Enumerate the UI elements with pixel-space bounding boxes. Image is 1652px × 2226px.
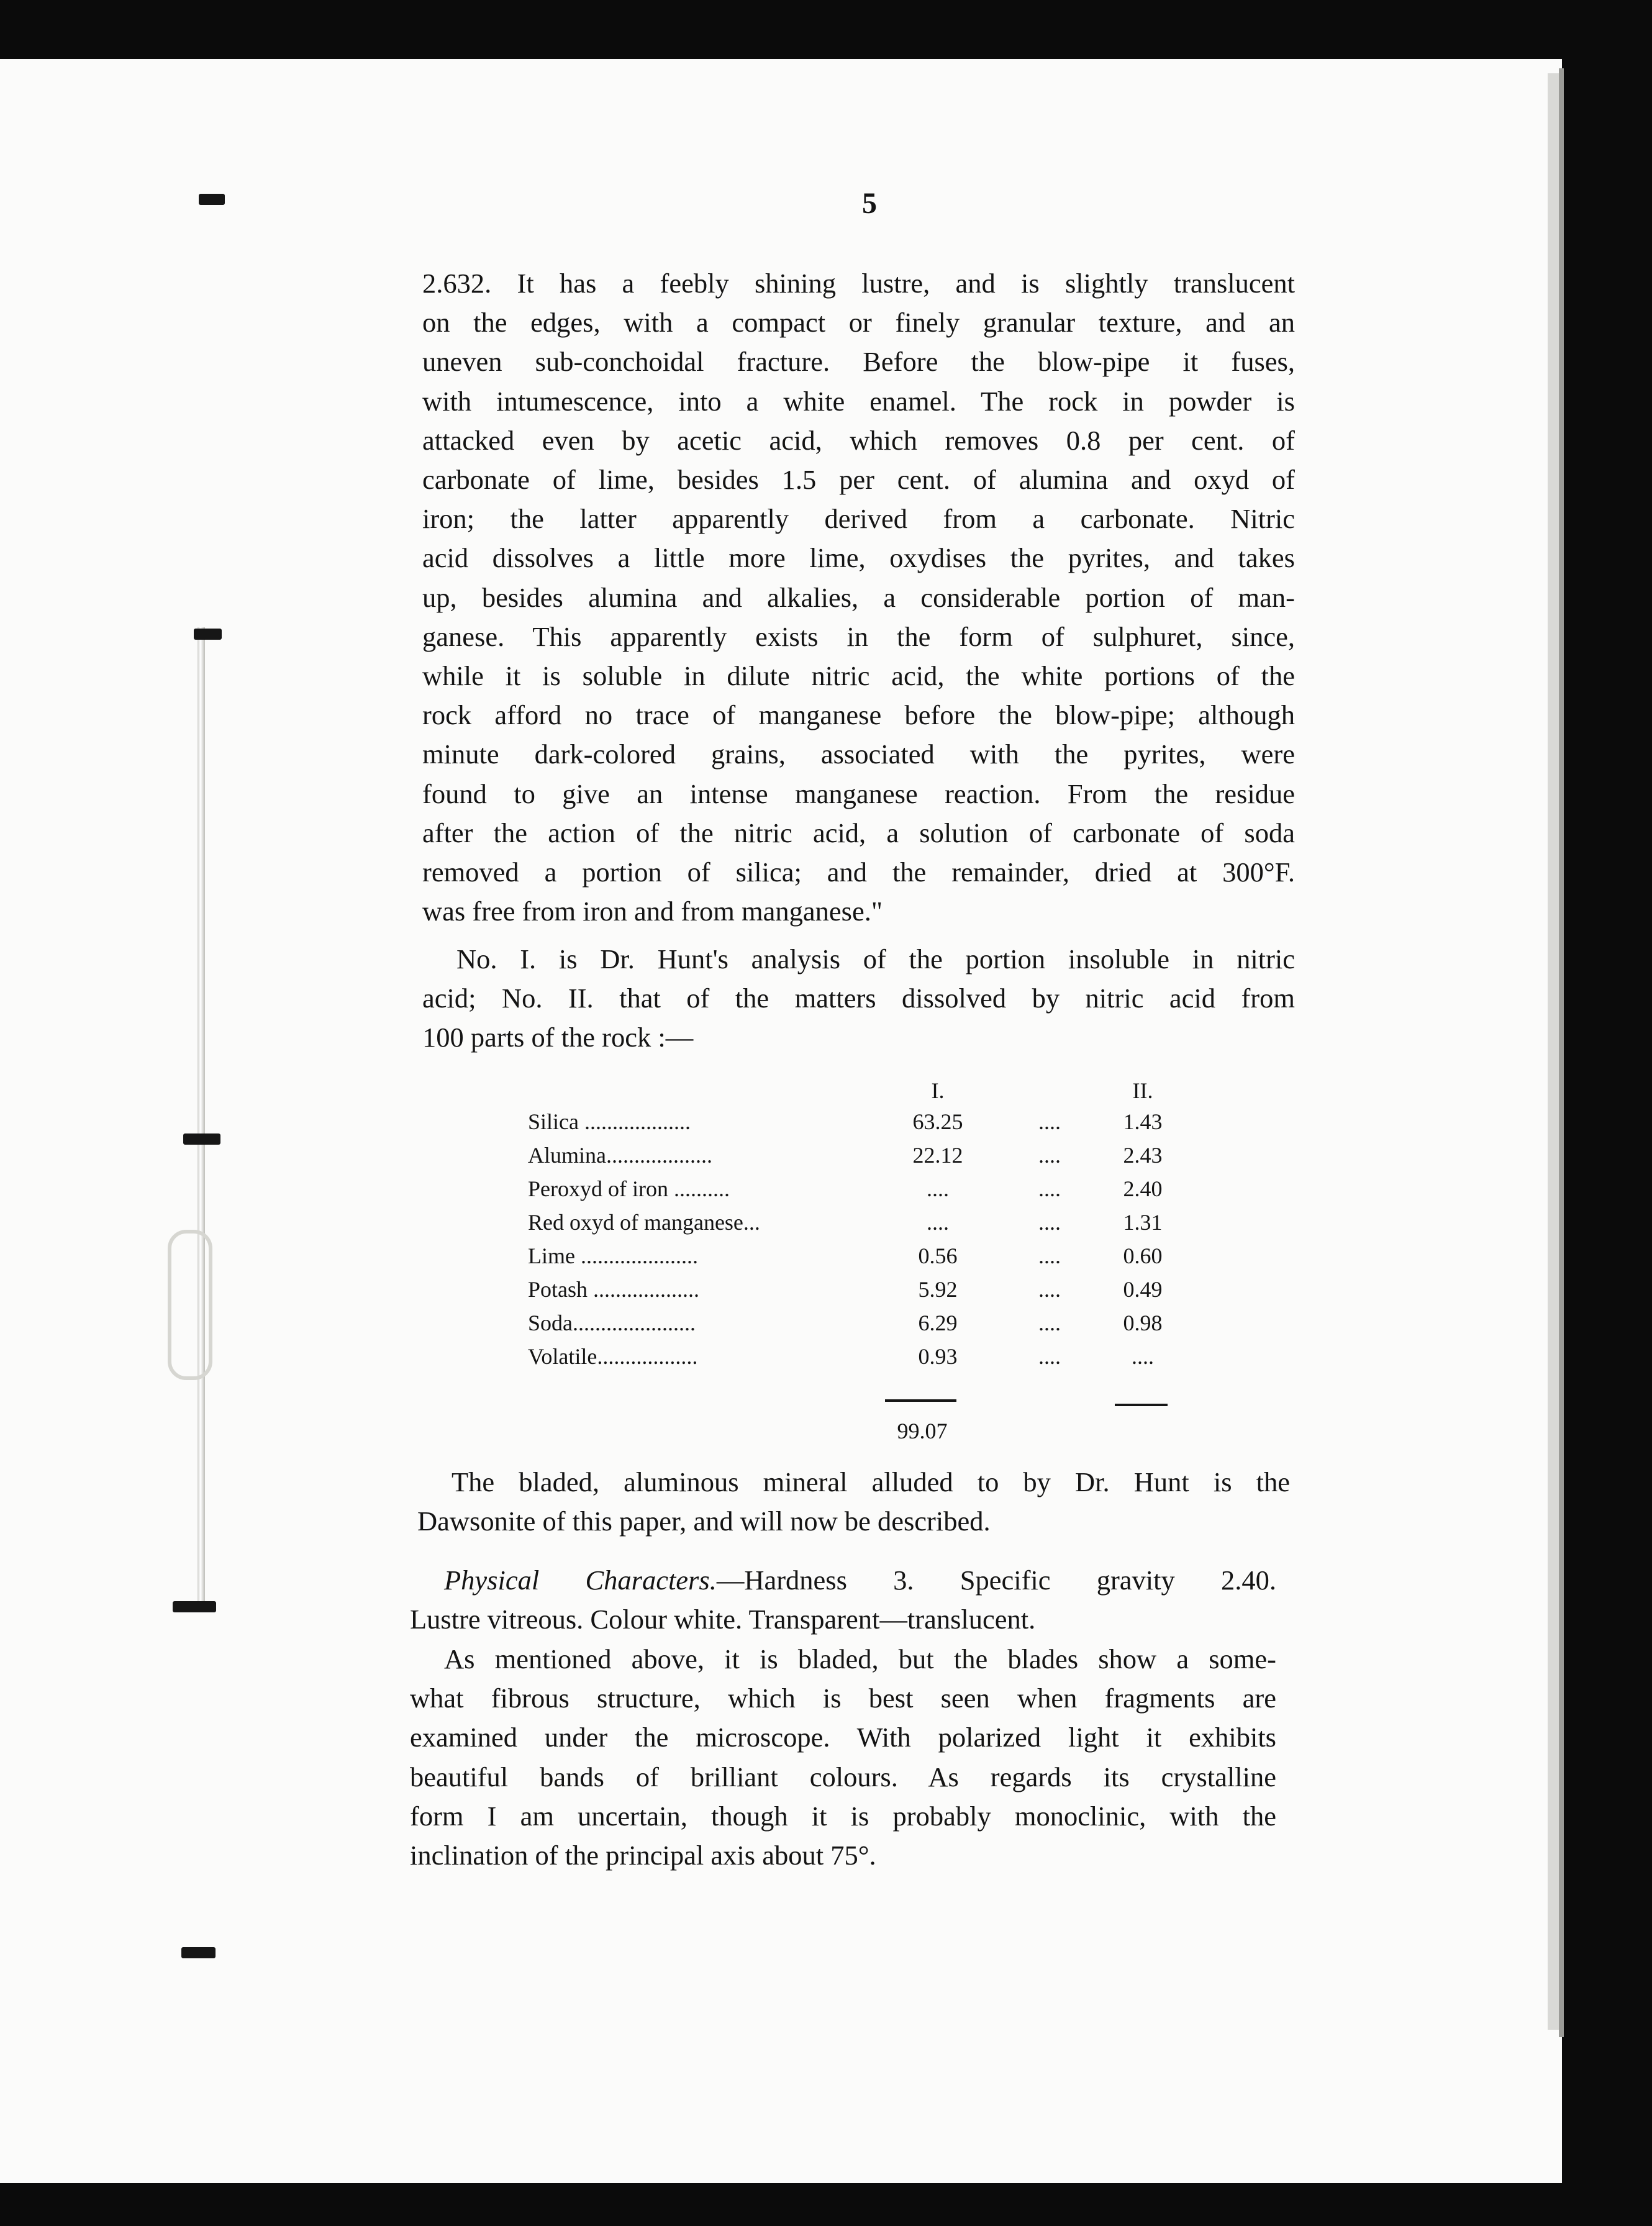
leader-dots: ....: [1038, 1109, 1061, 1134]
text-line: Dawsonite of this paper, and will now be described.: [417, 1506, 991, 1537]
text-line: found to give an intense manganese reaction. From the residue: [422, 778, 1295, 809]
page-edge-shadow: [1559, 68, 1564, 2037]
value-col-1: ....: [927, 1176, 949, 1201]
text-line: As mentioned above, it is bladed, but the blades show a some-: [444, 1643, 1276, 1674]
table-row: [528, 1310, 1174, 1343]
binding-stitch: [173, 1601, 216, 1612]
text-line: 2.632. It has a feebly shining lustre, and is slightly translucent: [422, 268, 1295, 299]
text-line: removed a portion of silica; and the remainder, dried at 300°F.: [422, 856, 1295, 888]
value-col-2: 0.98: [1123, 1311, 1163, 1335]
value-col-2: 0.60: [1123, 1243, 1163, 1268]
text-line: iron; the latter apparently derived from a carbonate. Nitric: [422, 503, 1295, 535]
value-col-2: 1.43: [1123, 1109, 1163, 1134]
text-line: beautiful bands of brilliant colours. As regards its crystalline: [410, 1761, 1276, 1792]
paragraph-2: [422, 940, 1295, 1058]
binding-thread: [197, 627, 205, 1609]
section-heading: Physical Characters.: [444, 1565, 717, 1596]
value-col-2: 0.49: [1123, 1277, 1163, 1302]
row-label: Peroxyd of iron ..........: [528, 1176, 730, 1201]
row-label: Silica ...................: [528, 1109, 691, 1134]
text-line: up, besides alumina and alkalies, a considerable portion of man-: [422, 581, 1295, 613]
text-run: —Hardness 3. Specific gravity 2.40.: [716, 1565, 1276, 1596]
row-label: Lime .....................: [528, 1243, 698, 1268]
binding-stitch: [183, 1133, 220, 1145]
row-label: Red oxyd of manganese...: [528, 1210, 760, 1235]
text-line: was free from iron and from manganese.": [422, 896, 883, 927]
text-line: ganese. This apparently exists in the form of sulphuret, since,: [422, 620, 1295, 652]
leader-dots: ....: [1038, 1243, 1061, 1268]
paragraph-4: [410, 1561, 1276, 1639]
leader-dots: ....: [1038, 1210, 1061, 1235]
text-line: form I am uncertain, though it is probably monoclinic, with the: [410, 1800, 1276, 1832]
text-line: No. I. is Dr. Hunt's analysis of the portion insoluble in nitric: [456, 943, 1295, 974]
value-col-1: 0.56: [918, 1243, 958, 1268]
value-col-2: 1.31: [1123, 1210, 1163, 1235]
sum-rule-col-2: [1115, 1404, 1168, 1406]
value-col-2: 2.43: [1123, 1143, 1163, 1168]
text-line: carbonate of lime, besides 1.5 per cent. of alumina and oxyd of: [422, 464, 1295, 496]
value-col-1: 6.29: [918, 1311, 958, 1335]
table-row: [528, 1243, 1174, 1276]
table-row: [528, 1176, 1174, 1209]
text-line: uneven sub-conchoidal fracture. Before the blow-pipe it fuses,: [422, 346, 1295, 378]
text-line: inclination of the principal axis about 75°.: [410, 1840, 876, 1871]
row-label: Alumina...................: [528, 1143, 712, 1168]
text-line: with intumescence, into a white enamel. The rock in powder is: [422, 385, 1295, 417]
value-col-1: 63.25: [912, 1109, 963, 1134]
text-line: after the action of the nitric acid, a solution of carbonate of soda: [422, 817, 1295, 848]
row-label: Soda......................: [528, 1311, 696, 1335]
text-line: while it is soluble in dilute nitric acid, the white portions of the: [422, 660, 1295, 692]
leader-dots: ....: [1038, 1176, 1061, 1201]
table-total: 99.07: [897, 1419, 948, 1443]
table-row: [528, 1276, 1174, 1310]
paragraph-3: [417, 1463, 1290, 1541]
table-column-header-1: I.: [931, 1078, 945, 1103]
text-line: minute dark-colored grains, associated with the pyrites, were: [422, 738, 1295, 770]
binding-stitch: [199, 194, 225, 205]
page-edge: [1548, 73, 1559, 2030]
paragraph-5: [410, 1640, 1276, 1875]
table-row: [528, 1343, 1174, 1377]
binding-thread-loop: [168, 1230, 212, 1380]
leader-dots: ....: [1038, 1311, 1061, 1335]
value-col-2: ....: [1132, 1344, 1154, 1369]
text-line: acid dissolves a little more lime, oxydises the pyrites, and takes: [422, 542, 1295, 574]
row-label: Potash ...................: [528, 1277, 700, 1302]
value-col-1: ....: [927, 1210, 949, 1235]
binding-stitch: [181, 1947, 216, 1958]
value-col-1: 22.12: [912, 1143, 963, 1168]
value-col-1: 5.92: [918, 1277, 958, 1302]
leader-dots: ....: [1038, 1344, 1061, 1369]
text-line: attacked even by acetic acid, which removes 0.8 per cent. of: [422, 424, 1295, 456]
text-line: on the edges, with a compact or finely granular texture, and an: [422, 307, 1295, 338]
text-line: The bladed, aluminous mineral alluded to by Dr. Hunt is the: [452, 1466, 1290, 1497]
table-row: [528, 1109, 1174, 1142]
value-col-2: 2.40: [1123, 1176, 1163, 1201]
sum-rule-col-1: [885, 1399, 956, 1402]
binding-stitch: [194, 629, 222, 640]
value-col-1: 0.93: [918, 1344, 958, 1369]
table-row: [528, 1209, 1174, 1243]
text-line: what fibrous structure, which is best seen when fragments are: [410, 1683, 1276, 1714]
paragraph-1: [422, 264, 1295, 931]
text-line: [410, 1561, 1276, 1600]
leader-dots: ....: [1038, 1277, 1061, 1302]
text-line: examined under the microscope. With polarized light it exhibits: [410, 1722, 1276, 1753]
leader-dots: ....: [1038, 1143, 1061, 1168]
table-row: [528, 1142, 1174, 1176]
text-line: 100 parts of the rock :—: [422, 1022, 694, 1053]
page-number: 5: [862, 187, 877, 220]
text-line: Lustre vitreous. Colour white. Transparent—translucent.: [410, 1604, 1036, 1635]
table-column-header-2: II.: [1132, 1078, 1153, 1103]
row-label: Volatile..................: [528, 1344, 698, 1369]
text-line: rock afford no trace of manganese before the blow-pipe; although: [422, 699, 1295, 731]
text-line: acid; No. II. that of the matters dissolved by nitric acid from: [422, 983, 1295, 1014]
